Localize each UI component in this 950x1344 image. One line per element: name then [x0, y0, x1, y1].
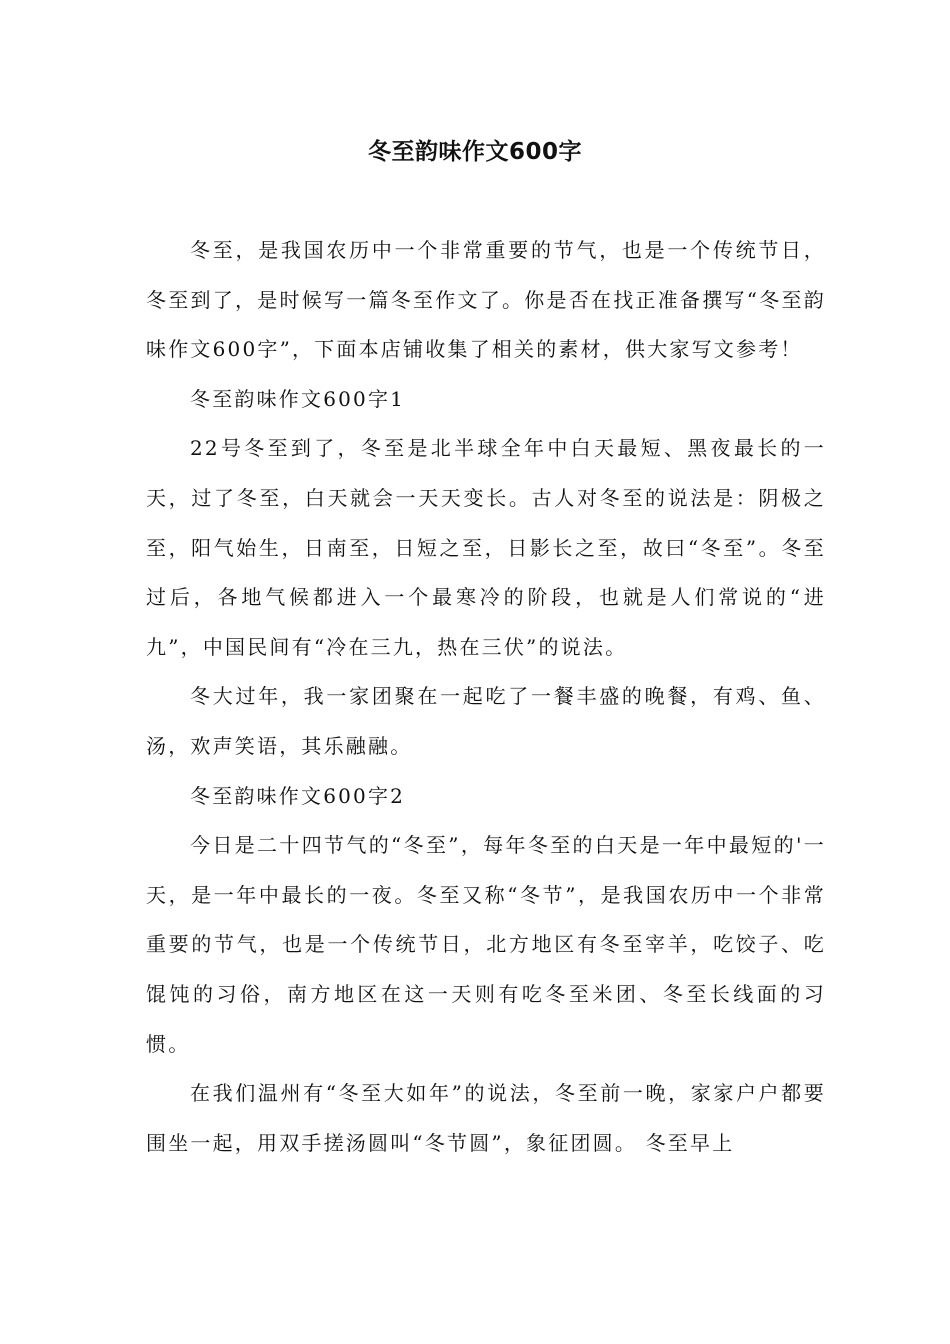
essay-1-paragraph-2: 冬大过年，我一家团聚在一起吃了一餐丰盛的晚餐，有鸡、鱼、汤，欢声笑语，其乐融融。	[146, 684, 826, 758]
section-heading-1: 冬至韵味作文600字1	[190, 386, 406, 411]
intro-paragraph: 冬至，是我国农历中一个非常重要的节气，也是一个传统节日，冬至到了，是时候写一篇冬至作文了。你是否在找正准备撰写“冬至韵味作文600字”，下面本店铺收集了相关的素材，供大家写文参考！	[146, 238, 826, 362]
essay-2-paragraph-1: 今日是二十四节气的“冬至”，每年冬至的白天是一年中最短的'一天，是一年中最长的一夜。冬至又称“冬节”，是我国农历中一个非常重要的节气，也是一个传统节日，北方地区有冬至宰羊，吃饺子、吃馄饨的习俗，南方地区在这一天则有吃冬至米团、冬至长线面的习惯。	[146, 833, 826, 1056]
essay-2-paragraph-2: 在我们温州有“冬至大如年”的说法，冬至前一晚，家家户户都要围坐一起，用双手搓汤圆叫“冬节圆”，象征团圆。 冬至早上	[146, 1081, 826, 1155]
section-heading-2: 冬至韵味作文600字2	[190, 783, 406, 808]
document-body	[146, 226, 826, 1168]
essay-1-paragraph-1: 22号冬至到了，冬至是北半球全年中白天最短、黑夜最长的一天，过了冬至，白天就会一天天变长。古人对冬至的说法是：阴极之至，阳气始生，日南至，日短之至，日影长之至，故曰“冬至”。冬至过后，各地气候都进入一个最寒冷的阶段，也就是人们常说的“进九”，中国民间有“冷在三九，热在三伏”的说法。	[146, 436, 826, 659]
document-title: 冬至韵味作文600字	[367, 139, 582, 165]
